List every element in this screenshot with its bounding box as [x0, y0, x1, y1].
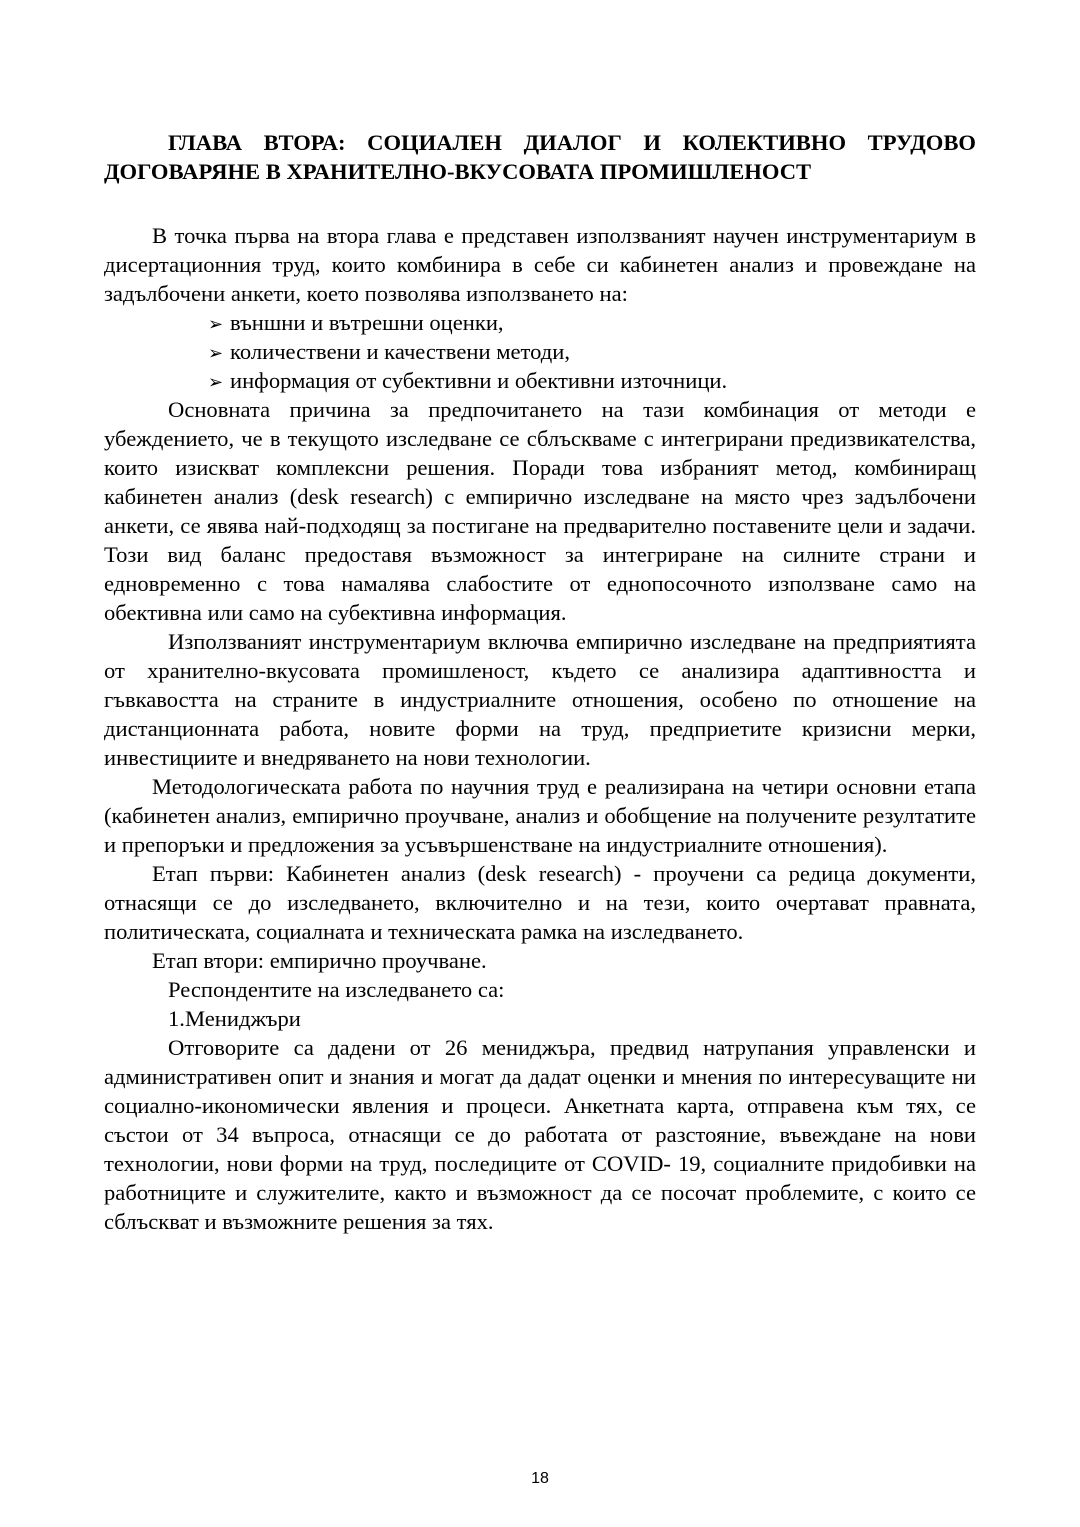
list-item: ➢ информация от субективни и обективни източници. — [104, 366, 976, 395]
respondents-line: Респондентите на изследването са: — [168, 977, 505, 1002]
stage-one-paragraph: Етап първи: Кабинетен анализ (desk research) - проучени са редица документи, отнасящи се до изследването, включително и на тези, които очертават правната, политическата, социалната и техническата рамка на изследването. — [104, 861, 976, 944]
managers-paragraph: Отговорите са дадени от 26 мениджъра, предвид натрупания управленски и административен опит и знания и могат да дадат оценки и мнения по интересуващите ни социално-икономически явления и процеси. Анкетната карта, отправена към тях, се състои от 34 въпроса, отнасящи се до работата от разстояние, въвеждане на нови технологии, нови форми на труд, последиците от COVID- 19, социалните придобивки на работниците и служителите, както и възможност да се посочат проблемите, с които се сблъскват и възможните решения за тях. — [104, 1035, 976, 1234]
list-item: ➢ количествени и качествени методи, — [104, 337, 976, 366]
methods-list — [104, 308, 976, 395]
list-item: ➢ външни и вътрешни оценки, — [104, 308, 976, 337]
page-number: 18 — [531, 1470, 549, 1487]
instrumentarium-paragraph: Използваният инструментариум включва емпирично изследване на предприятията от хранително-вкусовата промишленост, където се анализира адаптивността и гъвкавостта на страните в индустриалните отношения, особено по отношение на дистанционната работа, новите форми на труд, предприетите кризисни мерки, инвестициите и внедряването на нови технологии. — [104, 629, 976, 770]
arrowhead-bullet-icon: ➢ — [208, 372, 224, 393]
chapter-heading: ГЛАВА ВТОРА: СОЦИАЛЕН ДИАЛОГ И КОЛЕКТИВНО ТРУДОВО ДОГОВАРЯНЕ В ХРАНИТЕЛНО-ВКУСОВАТА ПРОМИШЛЕНОСТ — [104, 130, 976, 184]
document-page — [104, 128, 976, 1236]
methodology-paragraph: Методологическата работа по научния труд е реализирана на четири основни етапа (кабинетен анализ, емпирично проучване, анализ и обобщение на получените резултатите и препоръки и предложения за усъвършенстване на индустриалните отношения). — [104, 774, 976, 857]
managers-label: 1.Мениджъри — [168, 1006, 301, 1031]
stage-two-line: Етап втори: емпирично проучване. — [152, 948, 487, 973]
intro-paragraph: В точка първа на втора глава е представен използваният научен инструментариум в дисертационния труд, които комбинира в себе си кабинетен анализ и провеждане на задълбочени анкети, което позволява използването на: — [104, 223, 976, 306]
reason-paragraph: Основната причина за предпочитането на тази комбинация от методи е убеждението, че в текущото изследване се сблъскваме с интегрирани предизвикателства, които изискват комплексни решения. Поради това избраният метод, комбиниращ кабинетен анализ (desk research) с емпирично изследване на място чрез задълбочени анкети, се явява най-подходящ за постигане на предварително поставените цели и задачи. Този вид баланс предоставя възможност за интегриране на силните страни и едновременно с това намалява слабостите от еднопосочното използване само на обективна или само на субективна информация. — [104, 397, 976, 625]
arrowhead-bullet-icon: ➢ — [208, 343, 224, 364]
arrowhead-bullet-icon: ➢ — [208, 314, 224, 335]
